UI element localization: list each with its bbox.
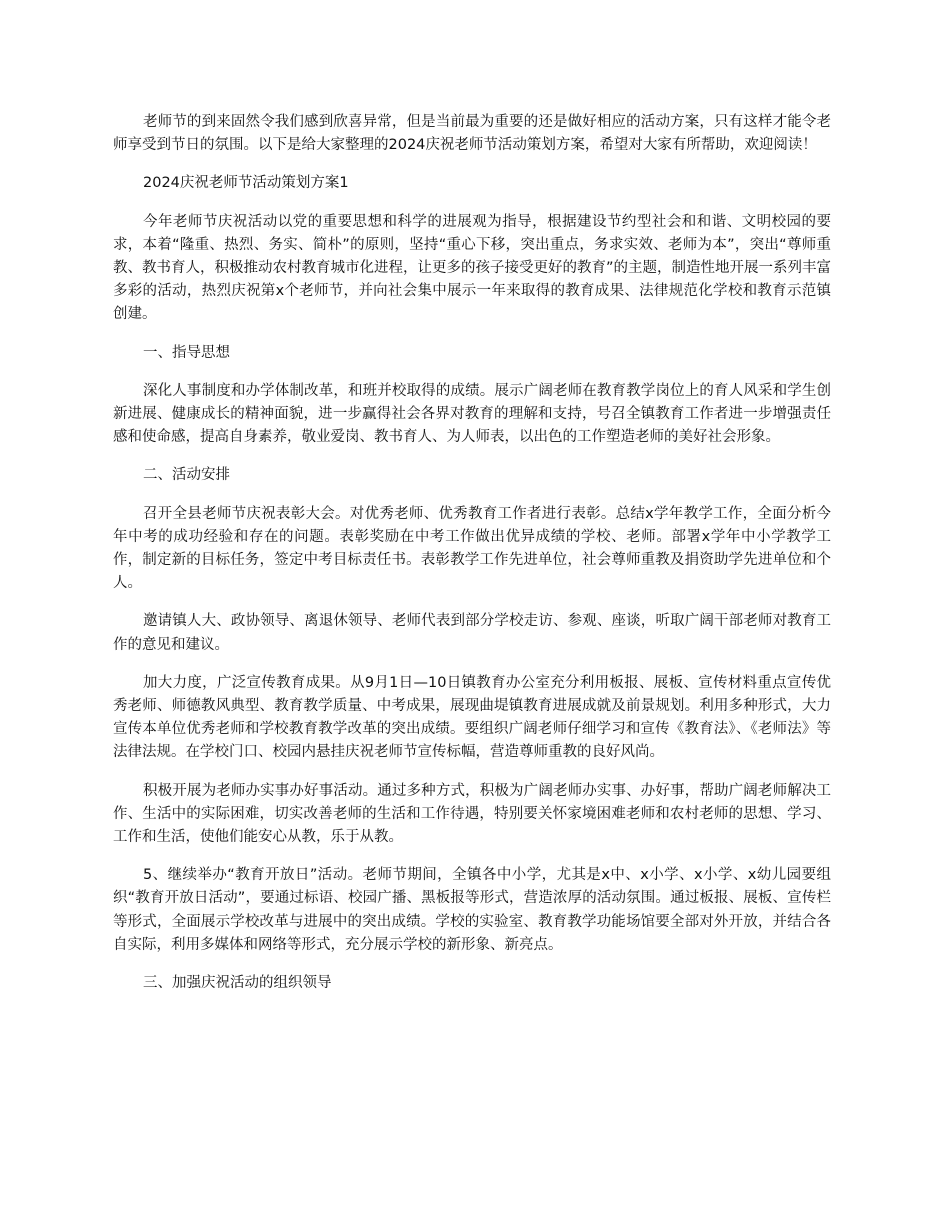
section-heading-activity-arrangement: 二、活动安排 — [143, 467, 230, 484]
document-page — [113, 111, 831, 1010]
arrangement-paragraph-5: 5、继续举办“教育开放日”活动。老师节期间，全镇各中小学，尤其是x中、x小学、x小学、x幼儿园要组织“教育开放日活动”，要通过标语、校园广播、黑板报等形式，营造浓厚的活动氛围。通过板报、展板、宣传栏等形式，全面展示学校改革与进展中的突出成绩。学校的实验室、教育教学功能场馆要全部对外开放，并结合各自实际，利用多媒体和网络等形式，充分展示学校的新形象、新亮点。 — [113, 867, 831, 953]
overview-paragraph: 今年老师节庆祝活动以党的重要思想和科学的进展观为指导，根据建设节约型社会和和谐、文明校园的要求，本着“隆重、热烈、务实、简朴”的原则，坚持“重心下移，突出重点，务求实效、老师为本”，突出“尊师重教、教书育人，积极推动农村教育城市化进程，让更多的孩子接受更好的教育”的主题，制造性地开展一系列丰富多彩的活动，热烈庆祝第x个老师节，并向社会集中展示一年来取得的教育成果、法律规范化学校和教育示范镇创建。 — [113, 213, 832, 323]
arrangement-paragraph-2: 邀请镇人大、政协领导、离退休领导、老师代表到部分学校走访、参观、座谈，听取广阔干部老师对教育工作的意见和建议。 — [113, 613, 831, 653]
section-heading-organization: 三、加强庆祝活动的组织领导 — [143, 975, 332, 992]
arrangement-paragraph-4: 积极开展为老师办实事办好事活动。通过多种方式，积极为广阔老师办实事、办好事，帮助广阔老师解决工作、生活中的实际困难，切实改善老师的生活和工作待遇，特别要关怀家境困难老师和农村老师的思想、学习、工作和生活，使他们能安心从教，乐于从教。 — [113, 782, 831, 846]
guiding-ideology-paragraph: 深化人事制度和办学体制改革，和班并校取得的成绩。展示广阔老师在教育教学岗位上的育人风采和学生创新进展、健康成长的精神面貌，进一步赢得社会各界对教育的理解和支持，号召全镇教育工作者进一步增强责任感和使命感，提高自身素养，敬业爱岗、教书育人、为人师表，以出色的工作塑造老师的美好社会形象。 — [113, 382, 831, 446]
arrangement-paragraph-1: 召开全县老师节庆祝表彰大会。对优秀老师、优秀教育工作者进行表彰。总结x学年教学工作，全面分析今年中考的成功经验和存在的问题。表彰奖励在中考工作做出优异成绩的学校、老师。部署x学年中小学教学工作，制定新的目标任务，签定中考目标责任书。表彰教学工作先进单位，社会尊师重教及捐资助学先进单位和个人。 — [113, 505, 831, 592]
plan-title: 2024庆祝老师节活动策划方案1 — [143, 175, 349, 192]
arrangement-paragraph-3: 加大力度，广泛宣传教育成果。从9月1日—10日镇教育办公室充分利用板报、展板、宣传材料重点宣传优秀老师、师德教风典型、教育教学质量、中考成果，展现曲堤镇教育进展成就及前景规划。利用多种形式，大力宣传本单位优秀老师和学校教育教学改革的突出成绩。要组织广阔老师仔细学习和宣传《教育法》、《老师法》等法律法规。在学校门口、校园内悬挂庆祝老师节宣传标幅，营造尊师重教的良好风尚。 — [113, 674, 831, 761]
intro-paragraph: 老师节的到来固然令我们感到欣喜异常，但是当前最为重要的还是做好相应的活动方案，只有这样才能令老师享受到节日的氛围。以下是给大家整理的2024庆祝老师节活动策划方案，希望对大家有所帮助，欢迎阅读！ — [113, 114, 831, 154]
section-heading-guiding-ideology: 一、指导思想 — [143, 344, 230, 361]
